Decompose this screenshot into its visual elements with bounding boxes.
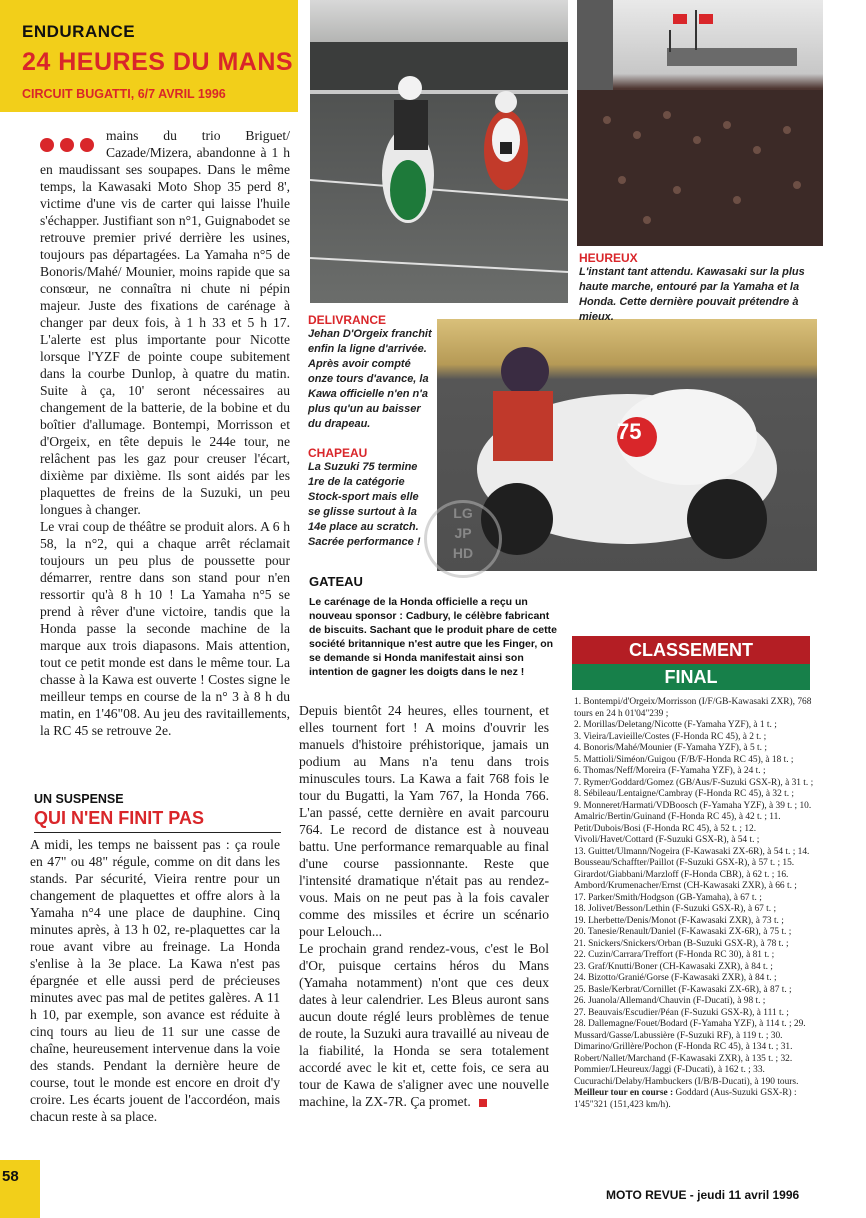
results-list [574, 697, 814, 1111]
race-number-75: 75 [617, 419, 642, 444]
suspense-title: QUI N'EN FINIT PAS [34, 808, 204, 828]
page-title: 24 HEURES DU MANS [22, 48, 294, 76]
result-entry: 19. Lherbette/Denis/Monot (F-Kawasaki ZXR), à 73 t. ; [574, 915, 784, 926]
caption-heureux-head: HEUREUX [579, 251, 638, 265]
page-subtitle: CIRCUIT BUGATTI, 6/7 AVRIL 1996 [22, 87, 226, 101]
gateau-head: GATEAU [309, 574, 363, 589]
result-entry: 6. Thomas/Neff/Moreira (F-Yamaha YZF), à 24 t. ; [574, 766, 766, 776]
result-entry: 4. Bonoris/Mahé/Mounier (F-Yamaha YZF), à 5 t. ; [574, 743, 767, 753]
article-col1-part1 [40, 127, 290, 739]
two-bikes-illustration [310, 0, 568, 303]
result-entry: 25. Basle/Kerbrat/Cornillet (F-Kawasaki ZX-6R), à 87 t. ; [574, 984, 792, 995]
result-entry: 5. Mattioli/Siméon/Guigou (F/B/F-Honda RC 45), à 18 t. ; [574, 754, 794, 765]
photo-two-bikes-track [310, 0, 568, 303]
article-paragraph: Depuis bientôt 24 heures, elles tournent, et elles tournent fort ! A moins d'ouvrir les manuels d'histoire préhistorique, jamais un podium au Mans n'a tenu dans trois minuscules tours. La Kawa a fait 768 fois le tour du Bugatti, la Yam 767, la Honda 766. L'an passé, cette dernière en avait parcouru 764. Le record de distance est à nouveau battu. Une performance remarquable au final d'une course passionnante. Reste que l'intensité dramatique n'était pas au rendez-vous. Mais on ne peut pas à la fois cavaler comme des missiles et écrire un scénario pour Lelouch... [299, 703, 549, 939]
result-entry: 3. Vieira/Lavieille/Costes (F-Honda RC 45), à 2 t. ; [574, 731, 767, 742]
classement-subtitle: FINAL [572, 664, 810, 690]
result-entry: 27. Beauvais/Escudier/Péan (F-Suzuki GSX-R), à 111 t. ; [574, 1007, 789, 1018]
result-entry: 28. Dallemagne/Fouet/Bodard (F-Yamaha YZF), à 114 t. ; 29. Mussard/Gasse/Labussière (F-Suzuki RF), à 119 t. ; 30. Dimarino/Grillère/Pochon (F-Honda RC 45), à 134 t. ; 31. Robert/Nallet/Marchand (F-Kawasaki ZXR), à 135 t. ; 32. Pommier/LHeureux/Jaggi (F-Ducati), à 162 t. ; 33. Cucurachi/Delaby/Hambuckers (I/B/B-Ducati), à 190 tours. [574, 1019, 806, 1087]
article-paragraph: A midi, les temps ne baissent pas : ça roule en 47" ou 48" régule, comme on dit dans les stands. Par sécurité, Vieira rentre pour un changement de plaquettes et offre alors à la Yamaha n°4 une place de dauphine. Cinq minutes après, à 13 h 02, re-plaquettes car la roue avant vibre au freinage. La Honda s'enlise à la 3e place. La Kawa n'est pas épargnée et elle aussi perd de précieuses minutes avec pas mal de petites galères. A 11 h 10, par exemple, son avance est réduite à cinq tours au lieu de 11 sur une casse de chaîne, heureusement intervenue dans la voie des stands. Pendant la dernière heure de course, tout le monde est encore en droit d'y croire. Les écarts jouent de l'accordéon, mais chacun reste à sa place. [30, 837, 280, 1124]
caption-chapeau-body: La Suzuki 75 termine 1re de la catégorie Stock-sport mais elle se glisse surtout à la 14e place au scratch. Sacrée performance ! [308, 461, 421, 548]
result-entry: 2. Morillas/Deletang/Nicotte (F-Yamaha YZF), à 1 t. ; [574, 720, 777, 730]
result-entry: 17. Parker/Smith/Hodgson (GB-Yamaha), à 67 t. ; [574, 892, 762, 903]
article-paragraph: Le prochain grand rendez-vous, c'est le Bol d'Or, puisque certains héros du Mans (Yamaha notamment) n'ont que ces deux dates à leur calendrier. Les Bleus auront sans aucun doute réglé leurs problèmes de tenue de route, la Suzuki aura travaillé au niveau de la fiabilité, la Honda se sera totalement accordé avec le kit et, cette fois, ce sera au tour de Kawa de s'aligner avec une nouvelle machine, la ZX-7R. Ça promet. [299, 941, 549, 1109]
crowd-illustration [577, 0, 823, 246]
article-paragraph: Le vrai coup de théâtre se produit alors. A 6 h 58, la n°2, qui a chaque arrêt réclamait toujours un peu plus de poussette pour démarrer, rentre dans son stand pour n'en ressortir qu'à 8 h 10 ! La Yamaha n°5 se prend à rêver d'une victoire, tandis que la Honda passe la seconde machine de la marque aux trois diapasons. Mais attention, tout ce petit monde est dans le même tour. La chasse à la Kawa est ouverte ! Costes signe le meilleur temps en course de la n° 3 à 8 h du matin, en 1'46"08. Au jeu des ravitaillements, la RC 45 se retrouve 2e. [40, 519, 290, 738]
watermark: LG JP HD [424, 500, 502, 578]
caption-heureux-body: L'instant tant attendu. Kawasaki sur la plus haute marche, entouré par la Yamaha et la Honda. Cette dernière pouvait prétendre à mieux. [579, 266, 805, 323]
best-lap [574, 1088, 814, 1111]
page-number: 58 [2, 1168, 19, 1185]
best-lap-text: Goddard (Aus-Suzuki GSX-R) : 1'45"321 (151,423 km/h). [574, 1088, 797, 1110]
caption-chapeau-head: CHAPEAU [308, 446, 368, 460]
result-entry: 18. Jolivet/Besson/Lethin (F-Suzuki GSX-R), à 67 t. ; [574, 904, 777, 914]
caption-delivrance [308, 313, 432, 432]
caption-delivrance-body: Jehan D'Orgeix franchit enfin la ligne d'arrivée. Après avoir compté onze tours d'avance, la Kawa officielle n'en n'a plus qu'un au baisser du drapeau. [308, 328, 432, 430]
lead-bullet-dots [40, 135, 100, 152]
gateau-body: Le carénage de la Honda officielle a reçu un nouveau sponsor : Cadbury, le célèbre fabricant de biscuits. Sachant que le produit phare de cette société britannique n'est autre que les Finger, on se demande si Honda manifestait ainsi son intention de gagner les doigts dans le nez ! [309, 596, 557, 678]
result-entry: 13. Guittet/Ulmann/Nogeira (F-Kawasaki ZX-6R), à 54 t. ; 14. Bousseau/Schaffter/Paillot (F-Suzuki GSX-R), à 57 t. ; 15. Girardot/Giabbani/Marzloff (F-Honda CBR), à 62 t. ; 16. Ambord/Krumenacher/Ernst (CH-Kawasaki ZXR), à 66 t. ; [574, 846, 810, 891]
article-paragraph: mains du trio Briguet/ Cazade/Mizera, abandonne à 1 h en maudissant ses soupapes. Dans le même temps, la Kawasaki Moto Shop 35 perd 8', victime d'une vis de carter qui laisse l'huile s'échapper. Justifiant son n°1, Guignabodet se retrouve premier privé derrière les usines, toujours pas départagées. La Yamaha n°5 de Bonoris/Mahé/ Mounier, moins rapide que sa consœur, ne connaîtra ni chute ni pépin majeur. Juste des fixations de carénage à changer par deux fois, à 1 h 33 et 5 h 17. L'alerte est plus importante pour Nicotte lorsque l'YZF de pointe coupe subitement dans la courbe Dunlop, à quatre du matin. Suite à ça, 10' seront nécessaires au changement de la batterie, de la bobine et du boîtier d'allumage. Bontempi, Morrisson et d'Orgeix, en tête depuis le 244e tour, ne relâchent pas les gaz pour creuser l'écart, dixième par dixième. Ils sont aidés par les plaquettes de freins de la Suzuki, un peu longues à changer. [40, 128, 290, 517]
caption-delivrance-head: DELIVRANCE [308, 313, 387, 327]
result-entry: 20. Tanesie/Renault/Daniel (F-Kawasaki ZX-6R), à 75 t. ; [574, 927, 792, 937]
result-entry: 21. Snickers/Snickers/Orban (B-Suzuki GSX-R), à 78 t. ; [574, 938, 789, 949]
result-entry: 24. Bizotto/Granié/Gorse (F-Kawasaki ZXR), à 84 t. ; [574, 973, 777, 983]
result-entry: 9. Monneret/Harmati/VDBoosch (F-Yamaha YZF), à 39 t. ; 10. Amalric/Bertin/Guinand (F-Honda RC 45), à 42 t. ; 11. Petit/Dubois/Bosi (F-Honda RC 45), à 52 t. ; 12. Vivoli/Havet/Cottard (F-Suzuki GSX-R), à 54 t. ; [574, 800, 812, 845]
photo-podium-crowd [577, 0, 823, 246]
end-mark-icon [479, 1099, 487, 1107]
article-col1-part2 [30, 836, 280, 1125]
result-entry: 7. Rymer/Goddard/Gomez (GB/Aus/F-Suzuki GSX-R), à 31 t. ; 8. Sébileau/Lentaigne/Cambray (F-Honda RC 45), à 32 t. ; [574, 777, 814, 799]
suspense-kicker: UN SUSPENSE [34, 792, 124, 806]
caption-heureux [579, 251, 815, 325]
section-kicker: ENDURANCE [22, 22, 136, 41]
result-entry: 23. Graf/Knutti/Boner (CH-Kawasaki ZXR), à 84 t. ; [574, 961, 773, 972]
article-col2 [299, 702, 549, 1110]
caption-chapeau [308, 446, 432, 550]
result-entry: 1. Bontempi/d'Orgeix/Morrisson (I/F/GB-Kawasaki ZXR), 768 tours en 24 h 01'04"239 ; [574, 697, 812, 719]
publication-line: MOTO REVUE - jeudi 11 avril 1996 [606, 1188, 800, 1202]
gateau-box [309, 574, 557, 679]
result-entry: 22. Cuzin/Carrara/Treffort (F-Honda RC 30), à 81 t. ; [574, 950, 775, 960]
result-entry: 26. Juanola/Allemand/Chauvin (F-Ducati), à 98 t. ; [574, 996, 766, 1006]
section-rule [34, 832, 281, 833]
classement-title: CLASSEMENT [572, 636, 810, 664]
best-lap-label: Meilleur tour en course : [574, 1088, 674, 1098]
